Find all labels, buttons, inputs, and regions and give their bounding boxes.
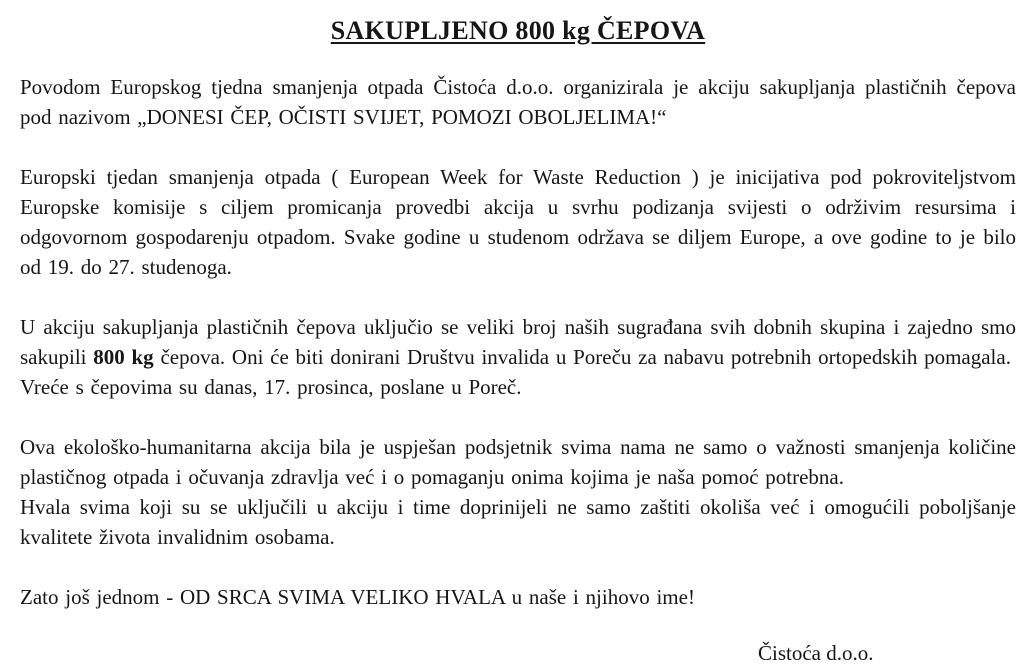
collection-text-before-weight: U akciju sakupljanja plastičnih čepova uključio se veliki broj naših sugrađana svih dobnih skupina i zajedno smo sakupili <box>20 315 1016 369</box>
paragraph-reflection-main: Ova ekološko-humanitarna akcija bila je uspješan podsjetnik svima nama ne samo o važnosti smanjenja količine plastičnog otpada i očuvanja zdravlja već i o pomaganju onima kojima je naša pomoć potrebna. <box>20 435 1016 489</box>
paragraph-collection-results <box>20 312 1016 402</box>
paragraph-ewwr-description: Europski tjedan smanjenja otpada ( European Week for Waste Reduction ) je inicijativa pod pokroviteljstvom Europske komisije s ciljem promicanja provedbi akcija u svrhu podizanja svijesti o održivim resursima i odgovornom gospodarenju otpadom. Svake godine u studenom održava se diljem Europe, a ove godine to je bilo od 19. do 27. studenoga. <box>20 165 1016 279</box>
paragraph-closing-thanks: Zato još jednom - OD SRCA SVIMA VELIKO HVALA u naše i njihovo ime! <box>20 585 695 609</box>
collection-text-after-weight: čepova. Oni će biti donirani Društvu invalida u Poreču za nabavu potrebnih ortopedskih pomagala. <box>153 345 1011 369</box>
collected-weight-emphasis: 800 kg <box>93 345 154 369</box>
paragraph-thanks: Hvala svima koji su se uključili u akciju i time doprinijeli ne samo zaštiti okoliša već i omogućili poboljšanje kvalitete života invalidnim osobama. <box>20 495 1016 549</box>
paragraph-collection-main <box>20 312 1016 372</box>
paragraph-shipment-note: Vreće s čepovima su danas, 17. prosinca, poslane u Poreč. <box>20 375 522 399</box>
paragraph-reflection <box>20 432 1016 552</box>
document-title: SAKUPLJENO 800 kg ČEPOVA <box>330 16 706 45</box>
signature-company: Čistoća d.o.o. <box>758 641 874 665</box>
paragraph-intro: Povodom Europskog tjedna smanjenja otpada Čistoća d.o.o. organizirala je akciju sakupljanja plastičnih čepova pod nazivom „DONESI ČEP, OČISTI SVIJET, POMOZI OBOLJELIMA!“ <box>20 75 1016 129</box>
